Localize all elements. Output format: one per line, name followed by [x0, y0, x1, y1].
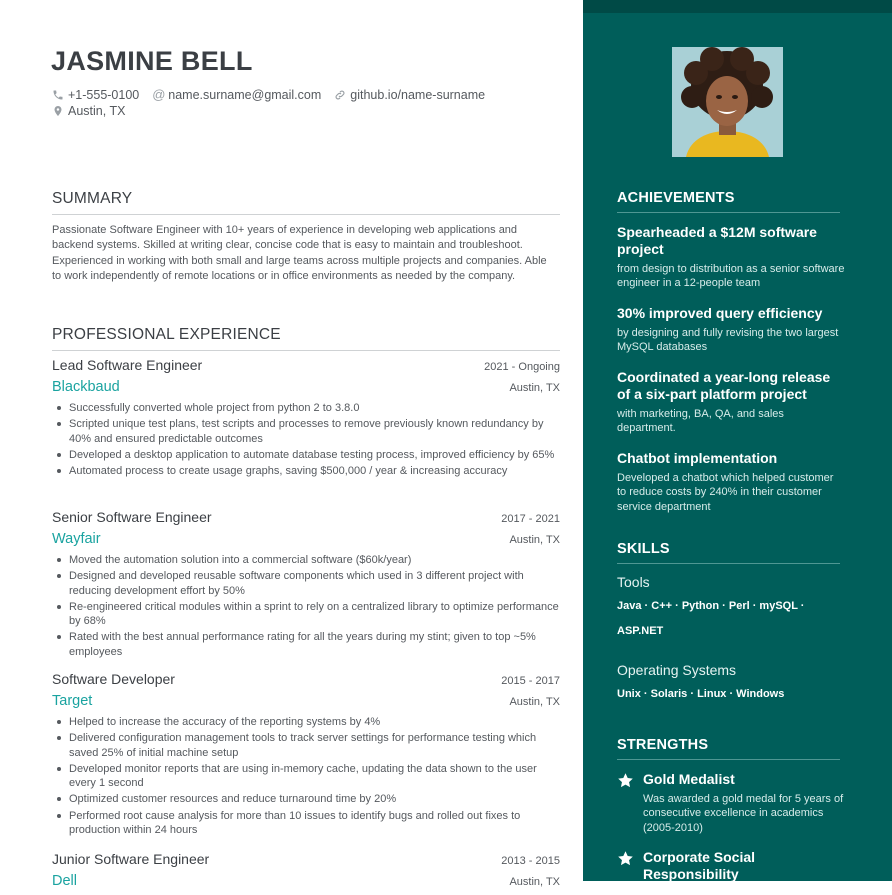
strengths-heading: STRENGTHS	[617, 737, 840, 760]
sidebar	[583, 0, 892, 881]
achievement-heading: Coordinated a year-long release of a six-part platform project	[617, 369, 831, 402]
achievement-item	[617, 369, 845, 436]
bullet-item: Rated with the best annual performance rating for all the years during my stint; given to top ~5% employees	[52, 630, 560, 659]
skill-list: Unix · Solaris · Linux · Windows	[617, 688, 785, 700]
job-bullets	[52, 553, 560, 659]
location-text: Austin, TX	[68, 104, 126, 118]
candidate-name: JASMINE BELL	[51, 46, 253, 76]
email-text[interactable]: name.surname@gmail.com	[168, 88, 322, 102]
company-name: Wayfair	[52, 531, 101, 547]
job-title: Senior Software Engineer	[52, 509, 212, 525]
link-icon	[334, 89, 346, 101]
strength-heading: Corporate Social Responsibility	[643, 849, 756, 882]
bullet-item: Moved the automation solution into a commercial software ($60k/year)	[52, 553, 560, 567]
job-entry	[52, 357, 560, 480]
sidebar-top-bar	[583, 0, 892, 13]
achievement-detail: by designing and fully revising the two largest MySQL databases	[617, 327, 839, 354]
skill-group	[617, 574, 845, 644]
phone-item	[52, 88, 139, 102]
strength-item	[617, 771, 845, 835]
job-date: 2021 - Ongoing	[484, 361, 560, 373]
portrait-image	[672, 47, 783, 157]
job-entry	[52, 509, 560, 661]
achievement-item	[617, 224, 845, 291]
job-date: 2017 - 2021	[501, 513, 560, 525]
bullet-item: Developed a desktop application to automate database testing process, improved efficiency by 65%	[52, 448, 560, 462]
summary-text: Passionate Software Engineer with 10+ years of experience in developing web applications and backend systems. Skilled at writing clear, concise code that is easy to maintain and troubleshoot. Experienced in working with both small and large teams across multiple projects and companies. Able to work independently of remote locations or in office environments as needed by the company.	[52, 224, 547, 283]
strength-detail: Was awarded a gold medal for 5 years of consecutive excellence in academics (2005-2010)	[643, 793, 844, 834]
bullet-item: Optimized customer resources and reduce turnaround time by 20%	[52, 792, 560, 806]
job-date: 2015 - 2017	[501, 675, 560, 687]
bullet-item: Delivered configuration management tools to track server settings for performance testing which saved 25% of initial machine setup	[52, 731, 560, 760]
star-icon	[617, 850, 634, 867]
bullet-item: Helped to increase the accuracy of the reporting systems by 4%	[52, 715, 560, 729]
website-text[interactable]: github.io/name-surname	[350, 88, 486, 102]
bullet-item: Developed monitor reports that are using in-memory cache, updating the data shown to the user every 1 second	[52, 762, 560, 791]
location-item	[52, 104, 125, 118]
company-name: Blackbaud	[52, 379, 120, 395]
strength-heading: Gold Medalist	[643, 771, 735, 787]
bullet-item: Designed and developed reusable software components which used in 3 different project with reducing development effort by 50%	[52, 569, 560, 598]
achievement-detail: with marketing, BA, QA, and sales department.	[617, 408, 784, 435]
bullet-item: Automated process to create usage graphs, saving $500,000 / year & increasing accuracy	[52, 464, 560, 478]
contact-row-1	[52, 88, 498, 102]
job-bullets	[52, 715, 560, 837]
achievement-detail: from design to distribution as a senior software engineer in a 12-people team	[617, 263, 845, 290]
skill-group-heading: Operating Systems	[617, 662, 737, 678]
achievement-heading: Spearheaded a $12M software project	[617, 224, 817, 257]
experience-heading: PROFESSIONAL EXPERIENCE	[52, 326, 560, 351]
company-name: Target	[52, 693, 93, 709]
job-location: Austin, TX	[509, 534, 560, 546]
job-entry	[52, 851, 560, 895]
strength-item	[617, 849, 845, 883]
job-location: Austin, TX	[509, 876, 560, 888]
bullet-item: Re-engineered critical modules within a sprint to rely on a centralized library to optimize performance by 68%	[52, 600, 560, 629]
website-item	[334, 88, 485, 102]
profile-photo	[672, 47, 783, 157]
achievements-heading: ACHIEVEMENTS	[617, 190, 840, 213]
contact-row-2	[52, 104, 138, 118]
skill-list: Java · C++ · Python · Perl · mySQL · ASP.NET	[617, 600, 805, 637]
job-bullets	[52, 401, 560, 478]
achievement-heading: Chatbot implementation	[617, 450, 778, 466]
bullet-item: Scripted unique test plans, test scripts and processes to remove previously known redundancy by 40% and ensured predictable outcomes	[52, 417, 560, 446]
at-icon: @	[152, 87, 166, 102]
summary-heading: SUMMARY	[52, 190, 560, 215]
bullet-item: Performed root cause analysis for more than 10 issues to identify bugs and rolled out fixes to production within 24 hours	[52, 809, 560, 838]
skill-group-heading: Tools	[617, 574, 650, 590]
star-icon	[617, 772, 634, 789]
job-title: Junior Software Engineer	[52, 851, 210, 867]
phone-icon	[52, 89, 64, 101]
job-title: Software Developer	[52, 671, 175, 687]
job-location: Austin, TX	[509, 382, 560, 394]
achievement-item	[617, 305, 845, 355]
achievement-heading: 30% improved query efficiency	[617, 305, 823, 321]
job-location: Austin, TX	[509, 696, 560, 708]
achievement-item	[617, 450, 845, 514]
phone-text[interactable]: +1-555-0100	[68, 88, 140, 102]
email-item	[152, 88, 321, 102]
skill-group	[617, 662, 845, 707]
achievement-detail: Developed a chatbot which helped customer to reduce costs by 240% in their customer service department	[617, 472, 834, 513]
job-entry	[52, 671, 560, 839]
skills-heading: SKILLS	[617, 541, 840, 564]
job-date: 2013 - 2015	[501, 855, 560, 867]
bullet-item: Successfully converted whole project from python 2 to 3.8.0	[52, 401, 560, 415]
job-title: Lead Software Engineer	[52, 357, 203, 373]
location-pin-icon	[52, 105, 64, 117]
company-name: Dell	[52, 873, 77, 889]
